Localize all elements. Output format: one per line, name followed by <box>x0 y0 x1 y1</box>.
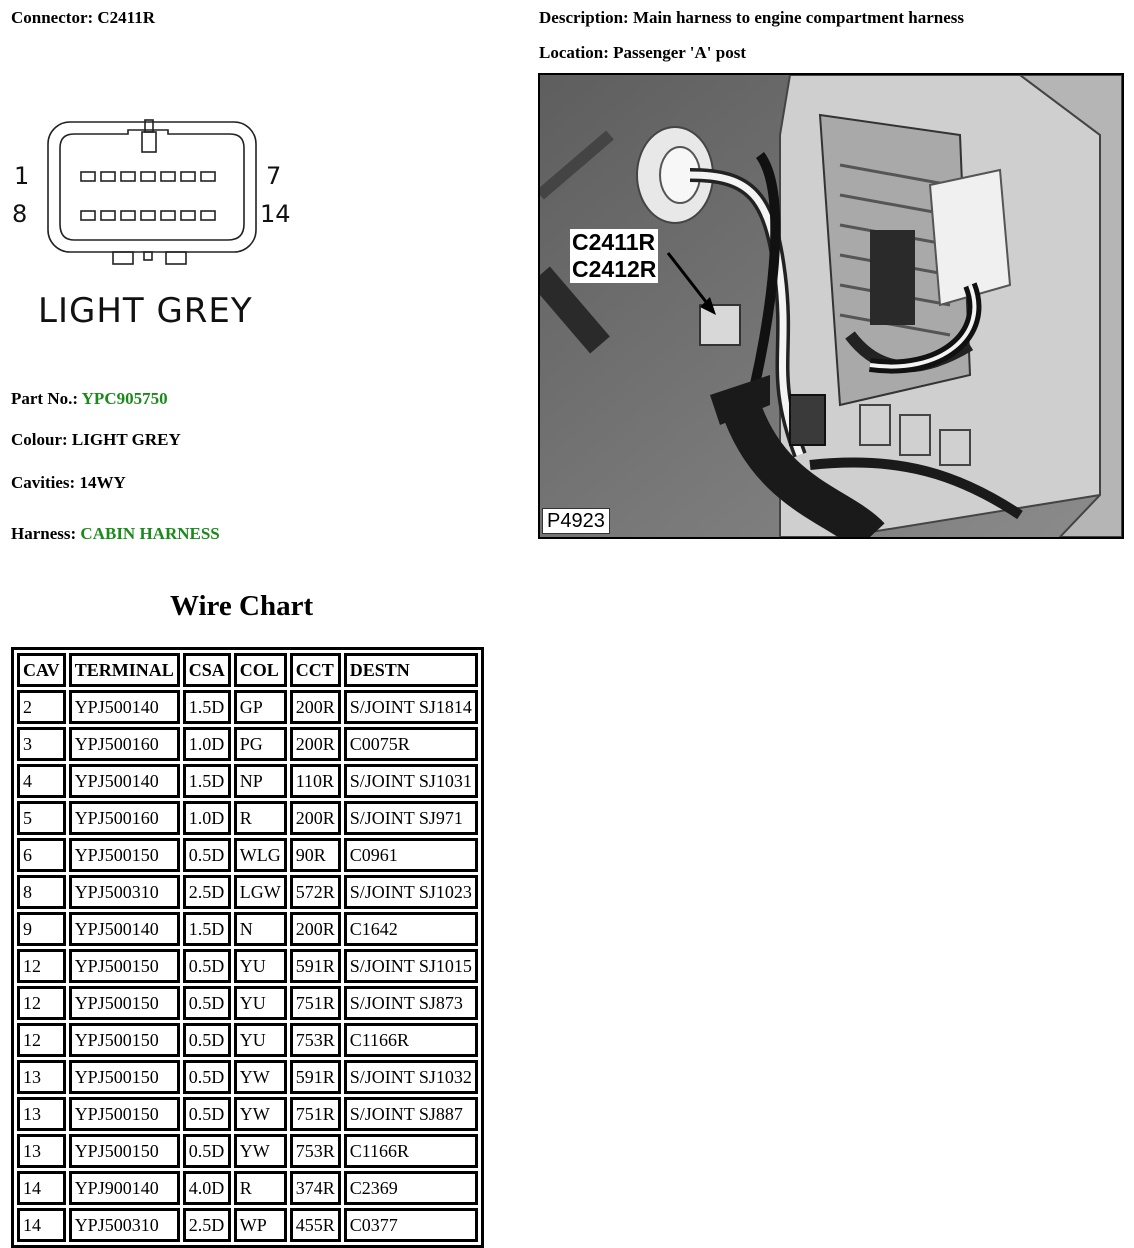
pin-label-14: 14 <box>260 200 291 228</box>
cell-cct: 751R <box>290 986 341 1020</box>
cavities-value: 14WY <box>79 473 126 492</box>
cell-destn: C2369 <box>344 1171 478 1205</box>
cell-terminal: YPJ500150 <box>69 1134 180 1168</box>
cell-destn: C0961 <box>344 838 478 872</box>
location-value: Passenger 'A' post <box>613 43 746 62</box>
cell-cct: 751R <box>290 1097 341 1131</box>
cell-csa: 0.5D <box>183 986 231 1020</box>
harness-line <box>11 524 220 544</box>
cell-destn: C1166R <box>344 1023 478 1057</box>
cell-terminal: YPJ500150 <box>69 838 180 872</box>
cell-csa: 0.5D <box>183 1097 231 1131</box>
cell-col: YW <box>234 1134 287 1168</box>
cell-cct: 753R <box>290 1023 341 1057</box>
cell-csa: 1.0D <box>183 727 231 761</box>
cell-col: N <box>234 912 287 946</box>
callout-c2411r: C2411R <box>572 229 656 255</box>
location-label: Location: <box>539 43 609 62</box>
table-row <box>17 912 478 946</box>
cell-terminal: YPJ900140 <box>69 1171 180 1205</box>
cell-terminal: YPJ500150 <box>69 986 180 1020</box>
cell-csa: 1.0D <box>183 801 231 835</box>
part-number-label: Part No.: <box>11 389 79 408</box>
wire-chart-table <box>11 647 484 1248</box>
cell-terminal: YPJ500310 <box>69 875 180 909</box>
connector-latch <box>142 132 156 152</box>
diagram-colour-text: LIGHT GREY <box>38 291 253 331</box>
cell-cav: 12 <box>17 949 66 983</box>
cell-csa: 0.5D <box>183 838 231 872</box>
callout-label-box <box>570 229 658 283</box>
header-terminal: TERMINAL <box>69 653 180 687</box>
cell-col: YW <box>234 1097 287 1131</box>
cell-col: LGW <box>234 875 287 909</box>
cell-cct: 200R <box>290 727 341 761</box>
cell-destn: S/JOINT SJ971 <box>344 801 478 835</box>
cell-cav: 6 <box>17 838 66 872</box>
cell-destn: C0377 <box>344 1208 478 1242</box>
cell-terminal: YPJ500140 <box>69 764 180 798</box>
colour-label: Colour: <box>11 430 68 449</box>
harness-link[interactable]: CABIN HARNESS <box>80 524 220 543</box>
cell-terminal: YPJ500160 <box>69 801 180 835</box>
header-cav: CAV <box>17 653 66 687</box>
description-value: Main harness to engine compartment harness <box>632 8 964 27</box>
cell-csa: 2.5D <box>183 1208 231 1242</box>
cell-destn: S/JOINT SJ1814 <box>344 690 478 724</box>
cell-cct: 200R <box>290 801 341 835</box>
cell-cav: 5 <box>17 801 66 835</box>
cell-csa: 0.5D <box>183 949 231 983</box>
table-row <box>17 949 478 983</box>
connector-tab <box>166 252 186 264</box>
connector-line <box>11 8 155 28</box>
description-label: Description: <box>539 8 629 27</box>
cell-col: YU <box>234 949 287 983</box>
cell-cct: 374R <box>290 1171 341 1205</box>
table-row <box>17 1208 478 1242</box>
cell-cct: 200R <box>290 690 341 724</box>
cell-cct: 200R <box>290 912 341 946</box>
location-illustration <box>540 75 1122 537</box>
cell-col: YW <box>234 1060 287 1094</box>
header-cct: CCT <box>290 653 341 687</box>
cell-cct: 591R <box>290 949 341 983</box>
cell-destn: C1642 <box>344 912 478 946</box>
cell-terminal: YPJ500140 <box>69 912 180 946</box>
cell-cav: 4 <box>17 764 66 798</box>
cell-col: NP <box>234 764 287 798</box>
wire-chart-title: Wire Chart <box>170 590 314 622</box>
cell-cav: 3 <box>17 727 66 761</box>
cell-destn: S/JOINT SJ1023 <box>344 875 478 909</box>
cell-cav: 14 <box>17 1171 66 1205</box>
cell-col: PG <box>234 727 287 761</box>
table-row <box>17 1134 478 1168</box>
part-number-link[interactable]: YPC905750 <box>81 389 168 408</box>
connector-tab <box>113 252 133 264</box>
cell-terminal: YPJ500160 <box>69 727 180 761</box>
cell-col: YU <box>234 986 287 1020</box>
part-number-line <box>11 389 168 409</box>
table-row <box>17 1060 478 1094</box>
cell-cct: 110R <box>290 764 341 798</box>
table-row <box>17 1023 478 1057</box>
cell-terminal: YPJ500310 <box>69 1208 180 1242</box>
cell-cct: 455R <box>290 1208 341 1242</box>
header-destn: DESTN <box>344 653 478 687</box>
cell-cct: 90R <box>290 838 341 872</box>
table-row <box>17 764 478 798</box>
cavity-row-top <box>81 172 215 181</box>
cell-terminal: YPJ500140 <box>69 690 180 724</box>
cell-destn: C0075R <box>344 727 478 761</box>
cell-csa: 1.5D <box>183 690 231 724</box>
figure-id: P4923 <box>542 508 610 534</box>
cell-cav: 2 <box>17 690 66 724</box>
table-row <box>17 1097 478 1131</box>
cell-cav: 13 <box>17 1060 66 1094</box>
cell-cav: 8 <box>17 875 66 909</box>
pin-label-1: 1 <box>14 162 30 190</box>
connector-label: Connector: <box>11 8 94 27</box>
cell-csa: 1.5D <box>183 912 231 946</box>
connector-face-diagram <box>8 112 308 332</box>
cell-destn: S/JOINT SJ1031 <box>344 764 478 798</box>
cell-destn: S/JOINT SJ873 <box>344 986 478 1020</box>
harness-label: Harness: <box>11 524 77 543</box>
table-row <box>17 875 478 909</box>
connector-tab <box>144 252 152 260</box>
cell-destn: S/JOINT SJ1015 <box>344 949 478 983</box>
table-row <box>17 690 478 724</box>
cell-csa: 1.5D <box>183 764 231 798</box>
cell-col: WLG <box>234 838 287 872</box>
cell-csa: 0.5D <box>183 1134 231 1168</box>
wire-chart-body <box>17 690 478 1242</box>
table-row <box>17 1171 478 1205</box>
cavities-line <box>11 473 126 493</box>
cell-col: GP <box>234 690 287 724</box>
cell-col: WP <box>234 1208 287 1242</box>
colour-value: LIGHT GREY <box>71 430 181 449</box>
cavities-label: Cavities: <box>11 473 76 492</box>
cell-terminal: YPJ500150 <box>69 949 180 983</box>
pin-label-8: 8 <box>12 200 28 228</box>
table-row <box>17 727 478 761</box>
cell-destn: S/JOINT SJ1032 <box>344 1060 478 1094</box>
table-row <box>17 801 478 835</box>
cell-cav: 12 <box>17 1023 66 1057</box>
cell-cav: 12 <box>17 986 66 1020</box>
colour-line <box>11 430 181 450</box>
cell-cct: 572R <box>290 875 341 909</box>
location-photo <box>538 73 1124 539</box>
cell-csa: 0.5D <box>183 1060 231 1094</box>
cell-cav: 9 <box>17 912 66 946</box>
table-row <box>17 838 478 872</box>
cell-cav: 14 <box>17 1208 66 1242</box>
cell-terminal: YPJ500150 <box>69 1060 180 1094</box>
cell-cct: 753R <box>290 1134 341 1168</box>
cell-csa: 4.0D <box>183 1171 231 1205</box>
header-csa: CSA <box>183 653 231 687</box>
location-line <box>539 43 746 63</box>
callout-c2412r: C2412R <box>572 256 657 282</box>
cavity-row-bottom <box>81 211 215 220</box>
cell-csa: 0.5D <box>183 1023 231 1057</box>
cell-terminal: YPJ500150 <box>69 1097 180 1131</box>
cell-col: YU <box>234 1023 287 1057</box>
cell-csa: 2.5D <box>183 875 231 909</box>
header-col: COL <box>234 653 287 687</box>
connector-inner-outline <box>60 130 244 240</box>
cell-col: R <box>234 1171 287 1205</box>
cell-destn: S/JOINT SJ887 <box>344 1097 478 1131</box>
cell-cav: 13 <box>17 1097 66 1131</box>
cell-col: R <box>234 801 287 835</box>
description-line <box>539 8 964 28</box>
cell-cav: 13 <box>17 1134 66 1168</box>
cell-destn: C1166R <box>344 1134 478 1168</box>
connector-value: C2411R <box>97 8 156 27</box>
connector-body-outline <box>48 122 256 252</box>
table-row <box>17 986 478 1020</box>
cell-terminal: YPJ500150 <box>69 1023 180 1057</box>
table-header-row <box>17 653 478 687</box>
pin-label-7: 7 <box>266 162 282 190</box>
cell-cct: 591R <box>290 1060 341 1094</box>
